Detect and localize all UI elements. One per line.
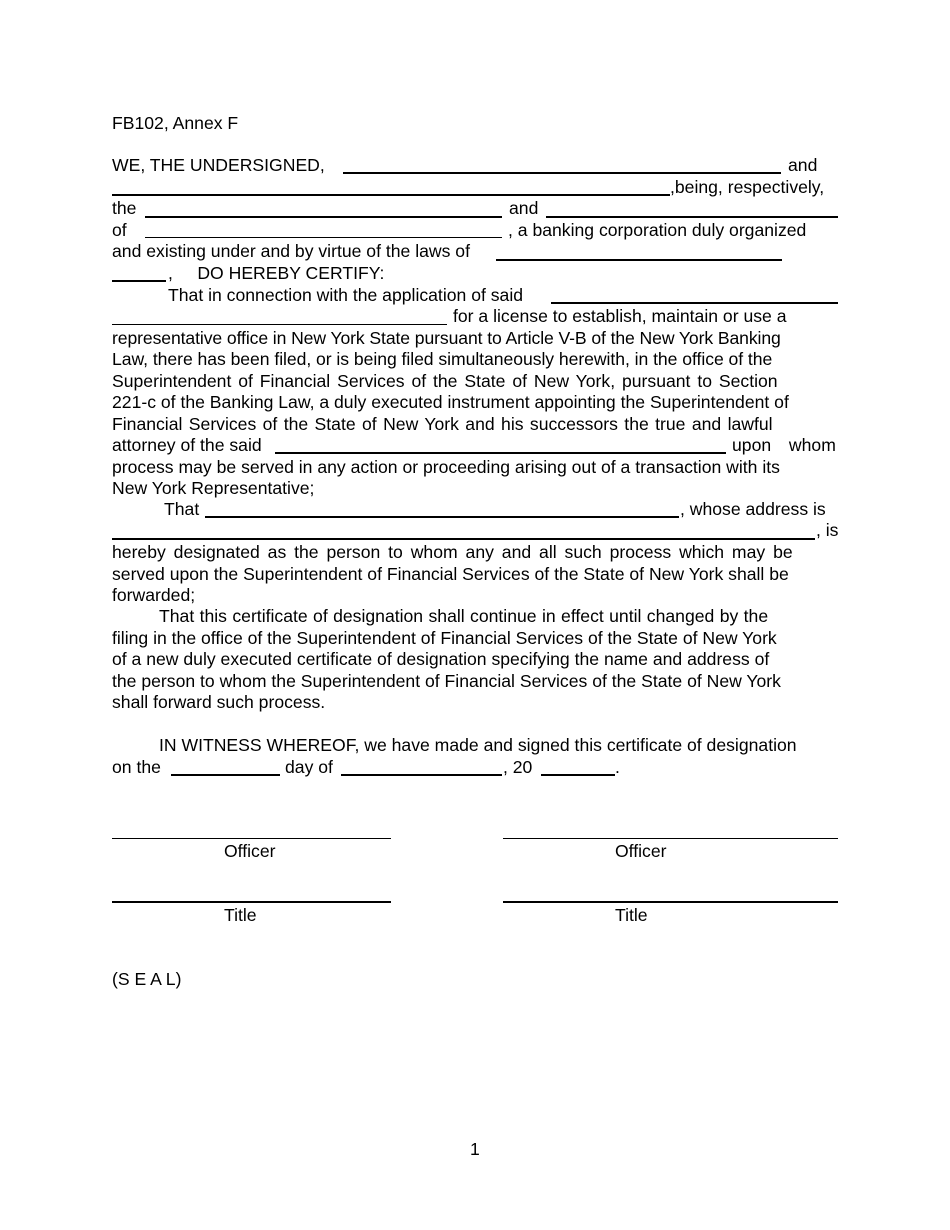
blank-jurisdiction-cont[interactable] [112, 280, 166, 282]
body-text: day of [285, 757, 333, 777]
blank-year[interactable] [541, 774, 615, 776]
body-text: Law, there has been filed, or is being filed simultaneously herewith, in the office of the [112, 349, 773, 369]
body-text: process may be served in any action or proceeding arising out of a transaction with its [112, 457, 780, 477]
body-text: attorney of the said [112, 435, 262, 455]
body-text: . [615, 757, 620, 777]
blank-designee-address[interactable] [112, 538, 815, 540]
body-text: served upon the Superintendent of Financial Services of the State of New York shall be [112, 564, 789, 584]
body-text: 221-c of the Banking Law, a duly executed instrument appointing the Superintendent of [112, 392, 789, 412]
seal-text: (S E A L) [112, 969, 182, 989]
blank-applicant-name-cont[interactable] [112, 324, 447, 325]
officer-label-right: Officer [615, 841, 667, 861]
blank-day[interactable] [171, 774, 280, 776]
body-text: for a license to establish, maintain or use a [453, 306, 787, 326]
title-line-left[interactable] [112, 901, 391, 903]
body-text: representative office in New York State pursuant to Article V-B of the New York Banking [112, 328, 781, 348]
officer-label-left: Officer [224, 841, 276, 861]
body-text: , a banking corporation duly organized [508, 220, 807, 240]
title-label-left: Title [224, 905, 257, 925]
body-text: ,being, respectively, [670, 177, 825, 197]
body-line: WE, THE UNDERSIGNED, [112, 155, 325, 175]
body-text: upon whom [732, 435, 836, 455]
body-text: of a new duly executed certificate of designation specifying the name and address of [112, 649, 770, 669]
blank-officer-1-title[interactable] [145, 216, 502, 218]
blank-corporation-name[interactable] [145, 237, 502, 238]
body-text: That [164, 499, 200, 519]
page-number: 1 [470, 1139, 480, 1159]
body-text: and [509, 198, 539, 218]
body-text: Superintendent of Financial Services of the State of New York, pursuant to Section [112, 371, 778, 391]
blank-month[interactable] [341, 774, 502, 776]
body-text: That this certificate of designation shall continue in effect until changed by the [159, 606, 769, 626]
body-text: on the [112, 757, 161, 777]
form-id: FB102, Annex F [112, 113, 239, 133]
blank-designee-name[interactable] [205, 516, 679, 518]
blank-applicant-name[interactable] [551, 302, 838, 304]
body-text: shall forward such process. [112, 692, 326, 712]
body-text: forwarded; [112, 585, 196, 605]
body-text: , whose address is [680, 499, 826, 519]
body-text: That in connection with the application of said [168, 285, 524, 305]
blank-officer-2-name[interactable] [112, 194, 670, 196]
body-text: Financial Services of the State of New York and his successors the true and lawful [112, 414, 773, 434]
title-line-right[interactable] [503, 901, 838, 903]
body-text: of [112, 220, 127, 240]
body-text: hereby designated as the person to whom any and all such process which may be [112, 542, 793, 562]
body-text: filing in the office of the Superintendent of Financial Services of the State of New York [112, 628, 777, 648]
blank-officer-2-title[interactable] [546, 216, 838, 218]
blank-jurisdiction[interactable] [496, 259, 782, 261]
body-text: , DO HEREBY CERTIFY: [168, 263, 385, 283]
body-text: and existing under and by virtue of the laws of [112, 241, 470, 261]
body-text: , 20 [503, 757, 533, 777]
blank-officer-1-name[interactable] [343, 172, 781, 174]
signature-line-right[interactable] [503, 838, 838, 839]
blank-attorney-name[interactable] [275, 452, 726, 454]
body-text: IN WITNESS WHEREOF, we have made and signed this certificate of designation [159, 735, 797, 755]
body-text: the person to whom the Superintendent of Financial Services of the State of New York [112, 671, 781, 691]
signature-line-left[interactable] [112, 838, 391, 839]
body-text: the [112, 198, 137, 218]
body-text: , is [816, 520, 839, 540]
title-label-right: Title [615, 905, 648, 925]
body-text: New York Representative; [112, 478, 315, 498]
body-text: and [788, 155, 818, 175]
